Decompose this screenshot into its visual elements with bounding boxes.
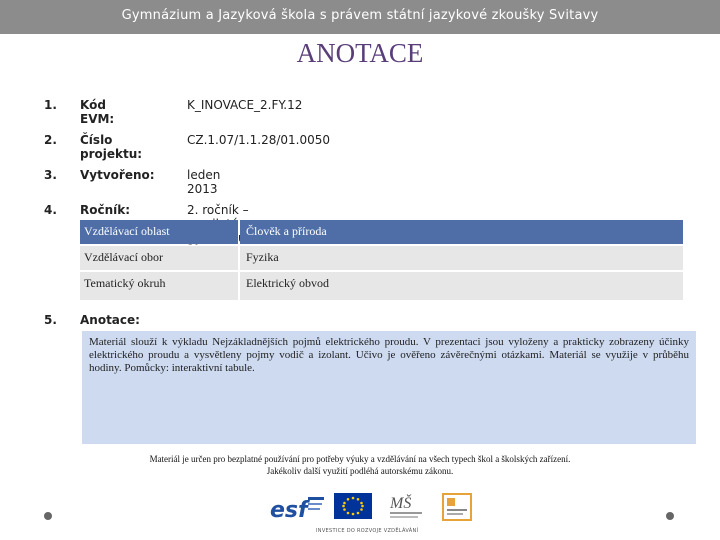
row-value: CZ.1.07/1.1.28/01.0050 — [187, 133, 331, 147]
footer-line-1: Materiál je určen pro bezplatné používání pro potřeby výuky a vzdělávání na všech typech škol a školských zařízení. — [149, 454, 571, 464]
curriculum-table — [80, 220, 683, 302]
svg-text:MŠ: MŠ — [390, 495, 412, 512]
esf-logo-icon — [268, 493, 326, 523]
table-cell: Tematický okruh — [80, 272, 238, 300]
row-value: 2. ročník – — [187, 203, 249, 217]
right-bullet-dot — [666, 512, 674, 520]
table-cell: Elektrický obvod — [240, 272, 683, 300]
annotation-text: Materiál slouží k výkladu Nejzákladnějších pojmů elektrického proudu. V prezentaci jsou vyloženy a prakticky zobrazeny účinky elektrického proudu a vysvětleny pojmy vodič a izolant. Učivo je ověřeno závěrečnými otázkami. Materiál se využije v průběhu hodiny. Pomůcky: interaktivní tabule. — [82, 331, 696, 444]
footer-line-2: Jakékoliv další využití podléhá autorskému zákonu. — [266, 466, 454, 476]
funding-logos — [268, 488, 478, 540]
table-header-row — [80, 220, 683, 244]
row-label: Kód EVM: — [80, 98, 115, 126]
row-label: Anotace: — [80, 313, 140, 327]
left-bullet-dot — [44, 512, 52, 520]
logos-caption: INVESTICE DO ROZVOJE VZDĚLÁVÁNÍ — [316, 528, 419, 534]
row-label: Ročník: — [80, 203, 131, 217]
table-cell: Člověk a příroda — [240, 220, 683, 244]
row-number: 2. — [44, 133, 57, 147]
table-cell: Fyzika — [240, 246, 683, 270]
table-row — [80, 272, 683, 300]
row-number: 1. — [44, 98, 57, 112]
table-cell: Vzdělávací oblast — [80, 220, 238, 244]
row-number: 3. — [44, 168, 57, 182]
school-name: Gymnázium a Jazyková škola s právem státní jazykové zkoušky Svitavy — [121, 8, 599, 23]
row-number: 4. — [44, 203, 57, 217]
row-value: K_INOVACE_2.FY.12 — [187, 98, 303, 112]
table-row — [80, 246, 683, 270]
table-cell: Vzdělávací obor — [80, 246, 238, 270]
page-title: ANOTACE — [296, 38, 424, 68]
msmt-logo-icon — [388, 490, 424, 522]
svg-text:esf: esf — [270, 498, 308, 523]
row-label: Vytvořeno: — [80, 168, 155, 182]
row-value: leden 2013 — [187, 168, 221, 196]
eu-flag-icon — [334, 493, 372, 519]
header-bar — [0, 0, 720, 34]
row-number: 5. — [44, 313, 57, 327]
row-label: Číslo projektu: — [80, 133, 143, 161]
op-logo-icon — [442, 493, 472, 521]
footer-note — [80, 453, 640, 477]
